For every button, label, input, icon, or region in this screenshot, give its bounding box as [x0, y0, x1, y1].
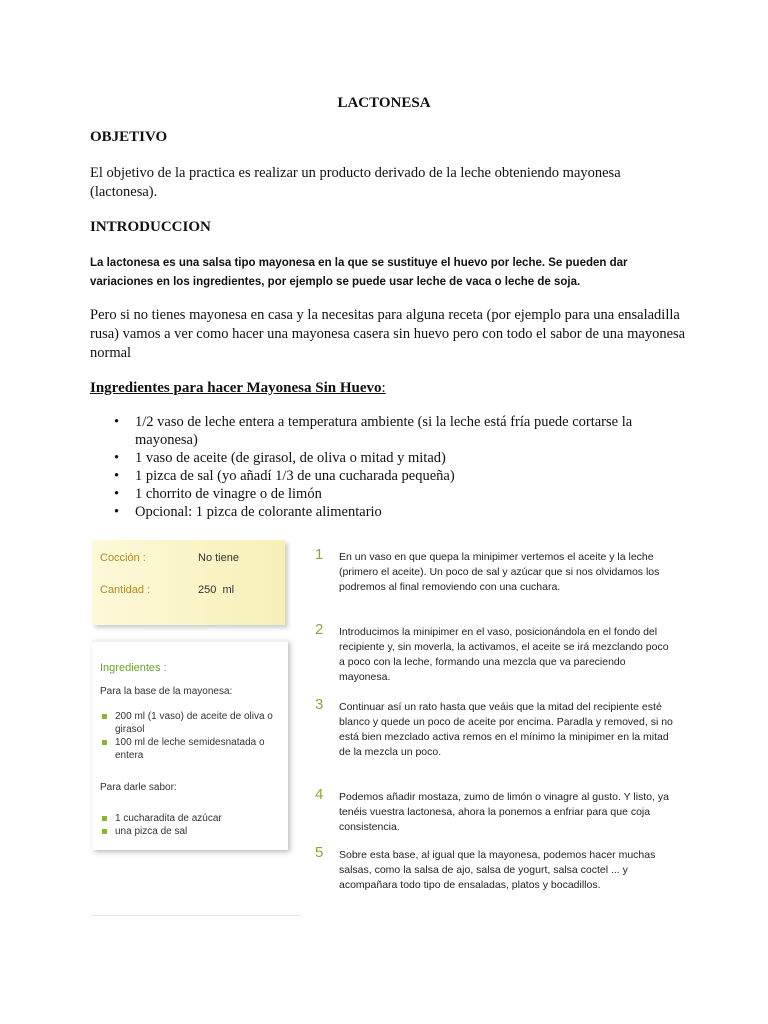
- list-item: • 1 pizca de sal (yo añadí 1/3 de una cucharada pequeña): [114, 468, 455, 484]
- step-text: Introducimos la minipimer en el vaso, posicionándola en el fondo del recipiente y, sin moverla, la activamos, el aceite se irá mezclando poco a poco con la leche, formando una mezcla que va pareciendo mayonesa.: [339, 626, 669, 683]
- sabor-list: [100, 812, 280, 838]
- introduccion-bold-text: La lactonesa es una salsa tipo mayonesa en la que se sustituye el huevo por leche. Se pueden dar variaciones en los ingredientes, por ejemplo se puede usar leche de vaca o leche de soja.: [90, 257, 628, 288]
- divider: [92, 915, 300, 916]
- sabor-label: Para darle sabor:: [100, 782, 177, 793]
- cantidad-label: Cantidad :: [100, 584, 151, 596]
- list-item: 1 cucharadita de azúcar: [100, 812, 280, 825]
- list-item: una pizca de sal: [100, 825, 280, 838]
- coccion-value: No tiene: [198, 552, 239, 564]
- ingbox-title: Ingredientes :: [100, 662, 167, 674]
- step-number: 2: [315, 621, 324, 638]
- base-label: Para la base de la mayonesa:: [100, 686, 233, 697]
- document-title: LACTONESA: [337, 95, 431, 111]
- step-text: Sobre esta base, al igual que la mayonesa, podemos hacer muchas salsas, como la salsa de ajo, salsa de yogurt, salsa coctel ... y acompañara todo tipo de ensaladas, platos y bocadillos.: [339, 849, 656, 891]
- introduccion-text: Pero si no tienes mayonesa en casa y la necesitas para alguna receta (por ejemplo para una ensaladilla rusa) vamos a ver como hacer una mayonesa casera sin huevo pero con todo el sabor de una mayonesa normal: [90, 307, 686, 361]
- introduccion-heading: INTRODUCCION: [90, 219, 211, 235]
- base-list: [100, 710, 280, 762]
- step-number: 3: [315, 696, 324, 713]
- list-item: • 1 vaso de aceite (de girasol, de oliva o mitad y mitad): [114, 450, 446, 466]
- step-number: 4: [315, 786, 324, 803]
- list-item: 100 ml de leche semidesnatada o entera: [100, 736, 280, 762]
- step-text: Continuar así un rato hasta que veáis que la mitad del recipiente esté blanco y quede un poco de aceite por encima. Paradla y removed, si no está bien mezclado activa remos en el mínimo la minipimer en la mitad de la mezcla un poco.: [339, 701, 673, 758]
- ingredients-box: [92, 640, 288, 850]
- objetivo-text: El objetivo de la practica es realizar un producto derivado de la leche obteniendo mayonesa (lactonesa).: [90, 165, 621, 200]
- coccion-label: Cocción :: [100, 552, 146, 564]
- step-number: 5: [315, 844, 324, 861]
- cantidad-value: 250 ml: [198, 584, 235, 596]
- list-item: • Opcional: 1 pizca de colorante alimentario: [114, 504, 382, 520]
- step-number: 1: [315, 546, 324, 563]
- objetivo-heading: OBJETIVO: [90, 129, 168, 145]
- step-text: En un vaso en que quepa la minipimer vertemos el aceite y la leche (primero el aceite). Un poco de sal y azúcar que si nos olvidamos los podremos al final removiendo con una cuchara.: [339, 551, 660, 593]
- recipe-info-box: [92, 540, 285, 625]
- ingredientes-list: [90, 413, 690, 521]
- list-item: • 1 chorrito de vinagre o de limón: [114, 486, 322, 502]
- list-item: 200 ml (1 vaso) de aceite de oliva o girasol: [100, 710, 280, 736]
- step-text: Podemos añadir mostaza, zumo de limón o vinagre al gusto. Y listo, ya tenéis vuestra lactonesa, ahora la ponemos a enfriar para que coja consistencia.: [339, 791, 669, 833]
- list-item: • 1/2 vaso de leche entera a temperatura ambiente (si la leche está fría puede cortarse la mayonesa): [114, 414, 633, 448]
- ingredientes-heading: Ingredientes para hacer Mayonesa Sin Huevo:: [90, 380, 386, 396]
